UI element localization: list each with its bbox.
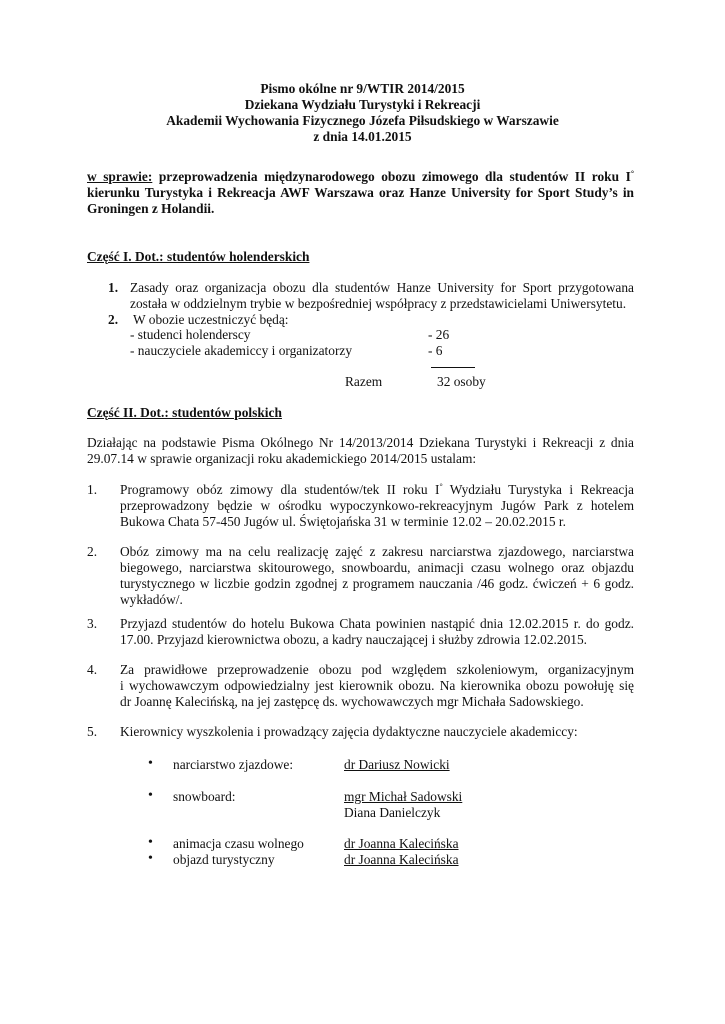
point3-line1: Przyjazd studentów do hotelu Bukowa Chata powinien nastąpić dnia 12.02.2015 r. do godz. xyxy=(120,616,634,631)
participants-label-1: - studenci holenderscy xyxy=(130,327,251,342)
subject-line-3: Groningen z Holandii. xyxy=(87,201,215,216)
point2-line1: Obóz zimowy ma na celu realizację zajęć z zakresu narciarstwa zjazdowego, narciarstwa xyxy=(120,544,634,559)
point1-line2: przeprowadzony będzie w ośrodku wypoczynkowo-rekreacyjnym Jugów Park z hotelem xyxy=(120,498,634,513)
point4-number: 4. xyxy=(87,662,98,677)
bullet-icon: • xyxy=(148,835,153,850)
total-label: Razem xyxy=(345,374,383,389)
point3-number: 3. xyxy=(87,616,98,631)
point1-line1-b: Wydziału Turystyka i Rekreacja xyxy=(442,482,634,497)
subject-line-2: kierunku Turystyka i Rekreacja AWF Warszawa oraz Hanze University for Sport Study’s in xyxy=(87,185,634,200)
part1-item1-number: 1. xyxy=(108,280,119,295)
point2-line3: turystycznego w liczbie godzin zgodnej z programem nauczania /46 godz. ćwiczeń + 6 godz. xyxy=(120,576,634,591)
total-value: 32 osoby xyxy=(437,374,486,389)
instructor-name-4: dr Joanna Kalecińska xyxy=(344,852,459,867)
point1-line1-a: Programowy obóz zimowy dla studentów/tek II roku I xyxy=(120,482,440,497)
degree-sup: ° xyxy=(630,169,635,178)
bullet-icon: • xyxy=(148,788,153,803)
point1-line1 xyxy=(120,481,634,498)
part1-item1-line2: została w oddzielnym trybie w bezpośredniej współpracy z przedstawicielami Uniwersytetu. xyxy=(130,296,627,311)
header-line-3: Akademii Wychowania Fizycznego Józefa Piłsudskiego w Warszawie xyxy=(166,113,559,128)
instructor-discipline-2: snowboard: xyxy=(173,789,236,804)
point2-line4: wykładów/. xyxy=(120,592,183,607)
point4-line3: dr Joannę Kalecińską, na jej zastępcę ds. wychowawczych mgr Michała Sadowskiego. xyxy=(120,694,584,709)
point1-line3: Bukowa Chata 57-450 Jugów ul. Świętojańska 31 w terminie 12.02 – 20.02.2015 r. xyxy=(120,514,566,529)
part1-item2-text: W obozie uczestniczyć będą: xyxy=(133,312,289,327)
subject-line-1 xyxy=(87,168,634,185)
part1-item2-number: 2. xyxy=(108,312,119,327)
point1-number: 1. xyxy=(87,482,98,497)
point3-line2: 17.00. Przyjazd kierownictwa obozu, a kadry nauczającej i służby zdrowia 12.02.2015. xyxy=(120,632,588,647)
participants-value-1: - 26 xyxy=(428,327,450,342)
part1-item1-line1: Zasady oraz organizacja obozu dla studentów Hanze University for Sport przygotowana xyxy=(130,280,634,295)
bullet-icon: • xyxy=(148,756,153,771)
bullet-icon: • xyxy=(148,851,153,866)
point2-number: 2. xyxy=(87,544,98,559)
header-line-4: z dnia 14.01.2015 xyxy=(313,129,412,144)
instructor-discipline-1: narciarstwo zjazdowe: xyxy=(173,757,294,772)
part1-heading: Część I. Dot.: studentów holenderskich xyxy=(87,249,310,264)
instructor-name-3: dr Joanna Kalecińska xyxy=(344,836,459,851)
instructor-discipline-3: animacja czasu wolnego xyxy=(173,836,304,851)
header-line-1: Pismo okólne nr 9/WTIR 2014/2015 xyxy=(260,81,465,96)
instructor-discipline-4: objazd turystyczny xyxy=(173,852,275,867)
point4-line2: i wychowawczym odpowiedzialny jest kierownik obozu. Na kierownika obozu powołuję się xyxy=(120,678,634,693)
instructor-name-2b: Diana Danielczyk xyxy=(344,805,441,820)
header-line-2: Dziekana Wydziału Turystyki i Rekreacji xyxy=(244,97,481,112)
instructor-name-1: dr Dariusz Nowicki xyxy=(344,757,450,772)
point5-text: Kierownicy wyszkolenia i prowadzący zajęcia dydaktyczne nauczyciele akademiccy: xyxy=(120,724,578,739)
intro-line-1: Działając na podstawie Pisma Okólnego Nr 14/2013/2014 Dziekana Turystyki i Rekreacji z dnia xyxy=(87,435,634,450)
sum-divider xyxy=(431,367,475,368)
intro-line-2: 29.07.14 w sprawie organizacji roku akademickiego 2014/2015 ustalam: xyxy=(87,451,477,466)
subject-text: przeprowadzenia międzynarodowego obozu zimowego dla studentów II roku I xyxy=(152,169,631,184)
point4-line1: Za prawidłowe przeprowadzenie obozu pod względem szkoleniowym, organizacyjnym xyxy=(120,662,634,677)
subject-label: w sprawie: xyxy=(87,169,153,184)
degree-sup-2: ° xyxy=(439,482,443,491)
point5-number: 5. xyxy=(87,724,98,739)
part2-heading: Część II. Dot.: studentów polskich xyxy=(87,405,282,420)
participants-value-2: - 6 xyxy=(428,343,443,358)
point2-line2: biegowego, narciarstwa skitourowego, snowboardu, animacji czasu wolnego oraz objazdu xyxy=(120,560,634,575)
participants-label-2: - nauczyciele akademiccy i organizatorzy xyxy=(130,343,353,358)
instructor-name-2: mgr Michał Sadowski xyxy=(344,789,463,804)
